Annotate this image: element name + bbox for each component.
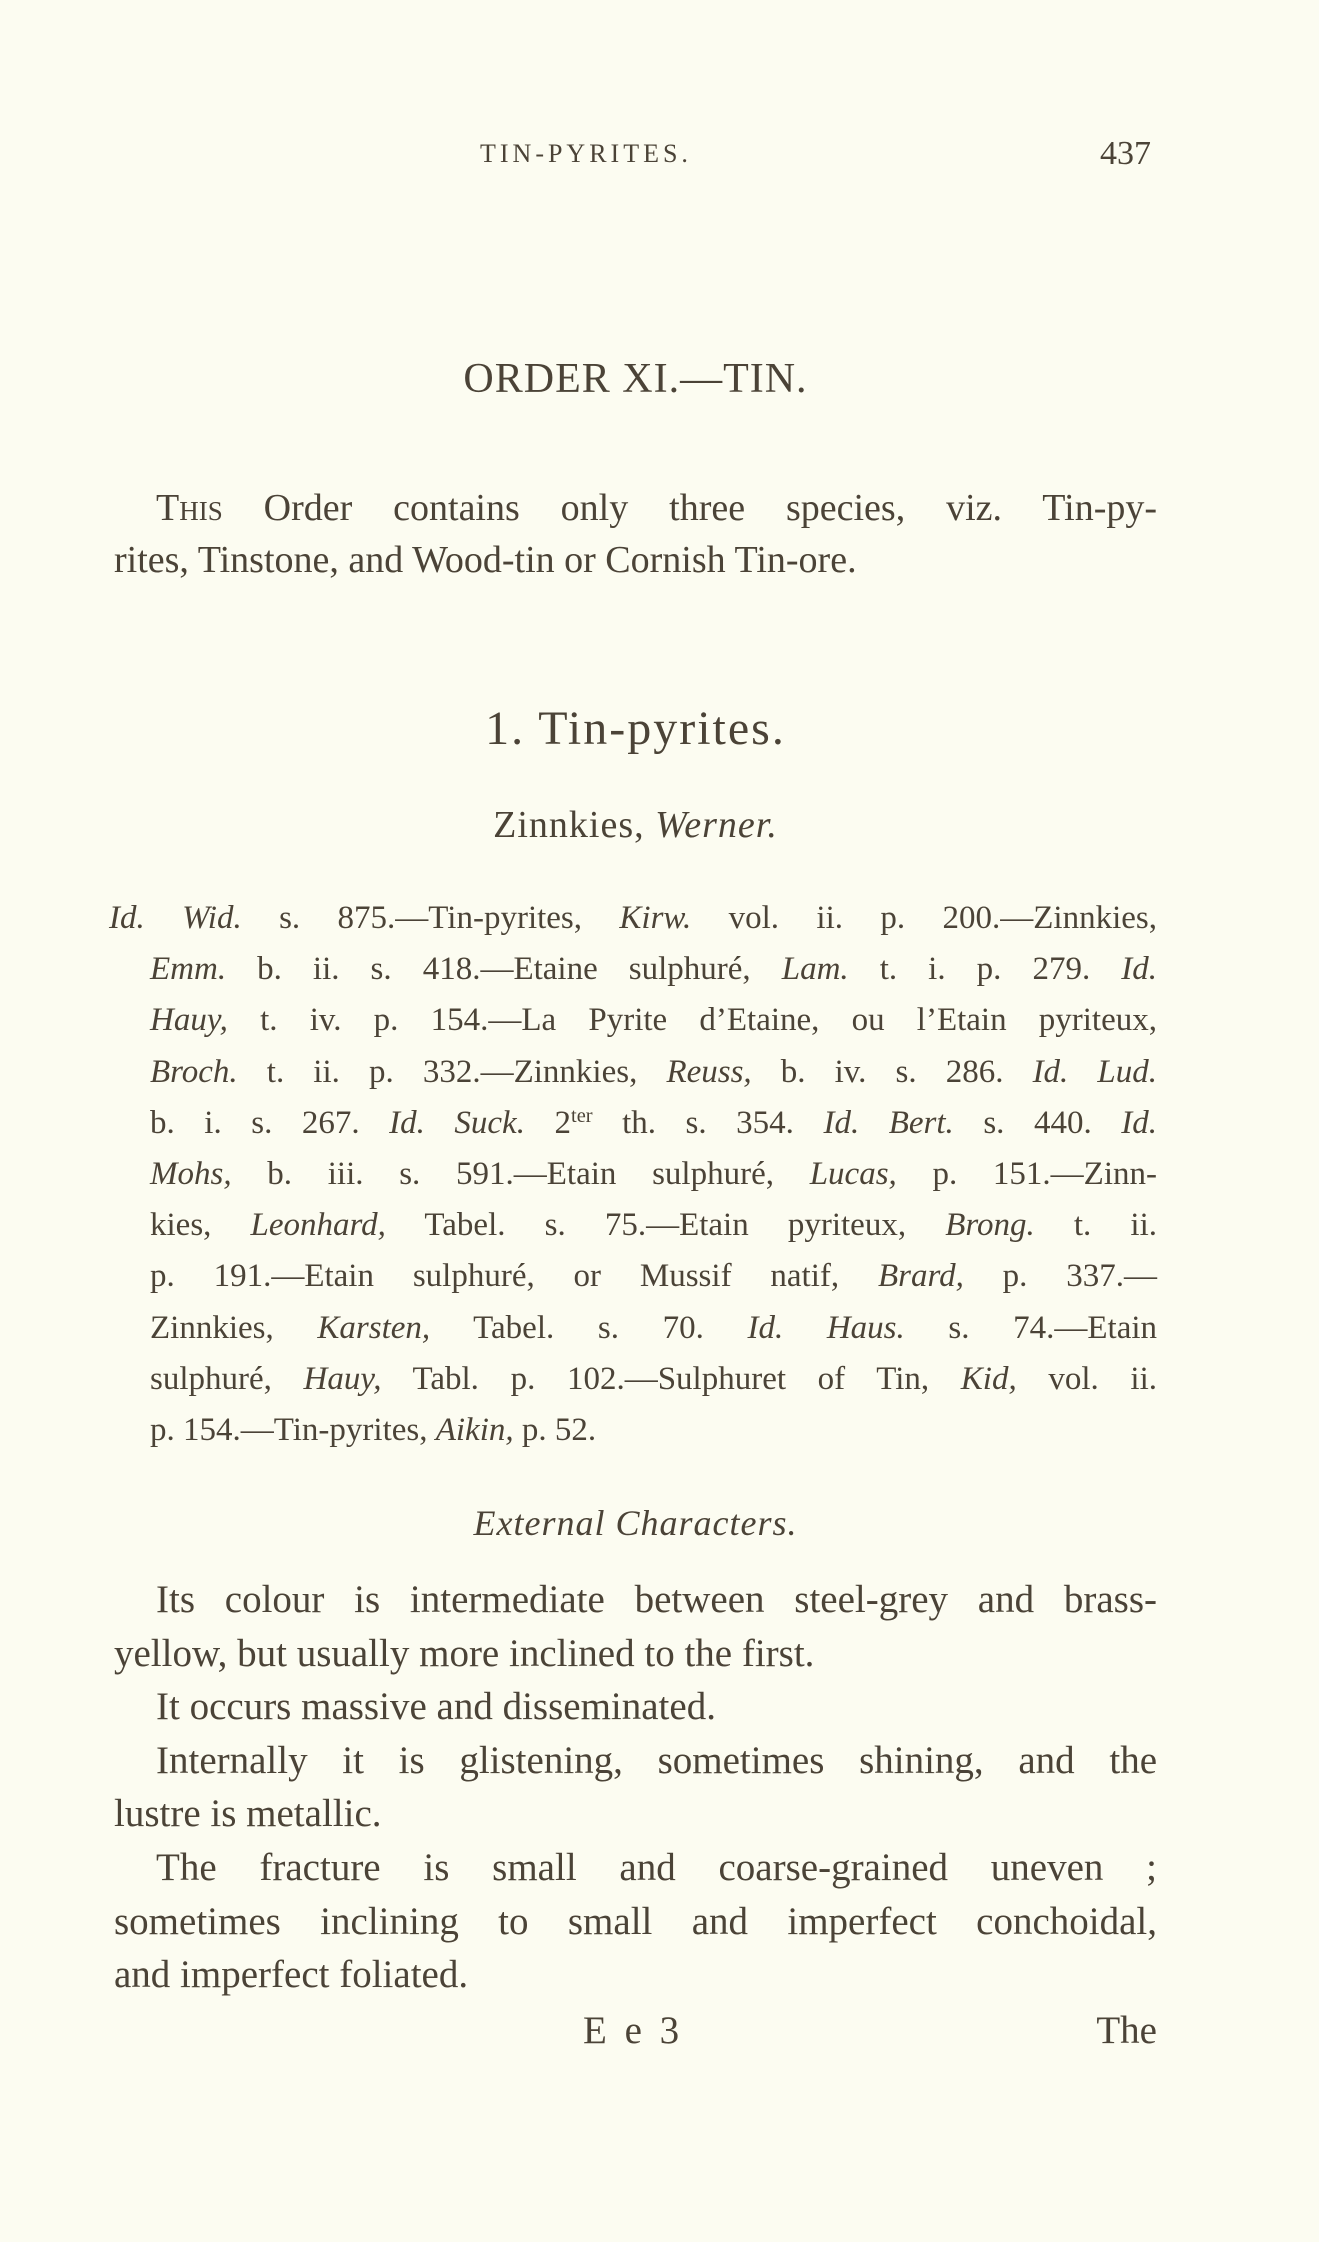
- text-segment: rites, Tinstone, and Wood-tin or Cornish Tin-ore.: [114, 539, 857, 581]
- text-segment: vol. ii.: [1016, 1360, 1157, 1397]
- text-segment: Tabel. s. 70.: [430, 1309, 748, 1346]
- section-heading: External Characters.: [473, 1503, 798, 1543]
- catchword: The: [1096, 2009, 1157, 2052]
- species-synonym: [114, 806, 1157, 844]
- text-line: [114, 534, 1157, 586]
- body-paragraphs: [114, 1573, 1157, 2002]
- text-line: [114, 1734, 1157, 1788]
- text-segment: p. 52.: [513, 1412, 597, 1449]
- text-line: [114, 1841, 1157, 1895]
- italic-text: Id.: [1121, 951, 1157, 988]
- synonym-name: Zinnkies,: [493, 804, 656, 846]
- italic-text: Mohs,: [150, 1156, 232, 1193]
- italic-text: Id. Bert.: [823, 1104, 954, 1141]
- text-line: [109, 893, 1157, 944]
- text-line: [150, 1354, 1157, 1405]
- italic-text: Id. Lud.: [1032, 1053, 1158, 1090]
- text-segment: p. 191.—Etain sulphuré, or Mussif natif,: [150, 1258, 878, 1295]
- text-segment: It occurs massive and disseminated.: [156, 1685, 716, 1729]
- text-segment: b. ii. s. 418.—Etaine sulphuré,: [226, 951, 782, 988]
- italic-text: Id.: [1121, 1104, 1158, 1141]
- text-segment: p. 337.—: [963, 1258, 1157, 1295]
- italic-text: Kirw.: [619, 900, 692, 936]
- intro-paragraph: [114, 482, 1157, 586]
- italic-text: Id. Haus.: [747, 1309, 905, 1346]
- text-segment: s. 440.: [953, 1104, 1122, 1141]
- text-segment: b. iv. s. 286.: [751, 1053, 1033, 1090]
- text-segment: Tabel. s. 75.—Etain pyriteux,: [385, 1207, 946, 1244]
- text-segment: lustre is metallic.: [114, 1792, 382, 1836]
- italic-text: Aikin,: [435, 1412, 514, 1449]
- italic-text: Brard,: [877, 1258, 964, 1295]
- text-segment: sulphuré,: [150, 1360, 304, 1397]
- text-segment: th. s. 354.: [592, 1104, 824, 1141]
- text-line: [150, 995, 1157, 1046]
- text-segment: The fracture is small and coarse-grained uneven ;: [156, 1845, 1157, 1889]
- order-title: ORDER XI.—TIN.: [463, 356, 808, 402]
- text-segment: t. ii. p. 332.—Zinnkies,: [237, 1053, 667, 1090]
- text-segment: s. 875.—Tin-pyrites,: [241, 900, 620, 936]
- text-line: [114, 1895, 1157, 1949]
- text-segment: t. iv. p. 154.—La Pyrite d’Etaine, ou l’Etain pyriteux,: [227, 1002, 1157, 1039]
- text-line: [114, 1948, 1157, 2002]
- italic-text: Kid,: [960, 1360, 1017, 1397]
- text-segment: vol. ii. p. 200.—Zinnkies,: [691, 900, 1157, 936]
- running-title: TIN-PYRITES.: [480, 139, 692, 168]
- text-segment: b. i. s. 267.: [150, 1104, 390, 1141]
- text-line: [150, 1303, 1157, 1354]
- text-segment: yellow, but usually more inclined to the first.: [114, 1631, 815, 1675]
- italic-text: Karsten,: [317, 1309, 431, 1346]
- text-line: [114, 1680, 1157, 1734]
- synonym-author: Werner.: [655, 804, 778, 846]
- text-line: [150, 944, 1157, 995]
- italic-text: Lucas,: [809, 1156, 897, 1193]
- text-line: [150, 1047, 1157, 1098]
- small-caps-text: This: [156, 487, 223, 529]
- italic-text: Leonhard,: [250, 1207, 386, 1244]
- italic-text: Lam.: [781, 951, 849, 988]
- synonymy-paragraph: [109, 893, 1158, 1456]
- italic-text: Brong.: [945, 1207, 1035, 1244]
- superscript-text: ter: [571, 1104, 593, 1127]
- text-line: [150, 1149, 1157, 1200]
- text-segment: t. i. p. 279.: [848, 951, 1122, 988]
- italic-text: Hauy,: [303, 1360, 382, 1397]
- text-segment: p. 154.—Tin-pyrites,: [150, 1412, 436, 1449]
- italic-text: Hauy,: [150, 1002, 228, 1039]
- text-segment: t. ii.: [1034, 1207, 1157, 1244]
- text-segment: s. 74.—Etain: [904, 1309, 1158, 1346]
- italic-text: Broch.: [150, 1053, 238, 1090]
- text-line: [150, 1251, 1157, 1302]
- text-segment: p. 151.—Zinn-: [896, 1156, 1157, 1193]
- text-segment: Zinnkies,: [150, 1309, 318, 1346]
- text-segment: Tabl. p. 102.—Sulphuret of Tin,: [381, 1360, 961, 1397]
- text-line: [150, 1200, 1157, 1251]
- text-segment: and imperfect foliated.: [114, 1953, 469, 1997]
- text-segment: Order contains only three species, viz. Tin-py-: [222, 487, 1157, 529]
- text-line: [150, 1405, 1157, 1456]
- text-line: [150, 1098, 1157, 1149]
- text-line: [114, 482, 1157, 534]
- text-segment: Its colour is intermediate between steel-grey and brass-: [156, 1578, 1157, 1621]
- italic-text: Reuss,: [666, 1053, 752, 1090]
- text-line: [114, 1787, 1157, 1841]
- text-segment: b. iii. s. 591.—Etain sulphuré,: [231, 1156, 810, 1193]
- text-segment: 2: [524, 1104, 572, 1141]
- signature-mark: E e 3: [583, 2009, 684, 2052]
- text-segment: Internally it is glistening, sometimes shining, and the: [156, 1738, 1157, 1782]
- text-line: [114, 1627, 1157, 1681]
- italic-text: Id. Suck.: [389, 1104, 525, 1141]
- page-footer: [114, 2011, 1157, 2056]
- page-number: 437: [1100, 135, 1151, 172]
- italic-text: Id. Wid.: [109, 900, 242, 936]
- species-title: 1. Tin-pyrites.: [485, 702, 786, 755]
- italic-text: Emm.: [150, 951, 227, 988]
- text-segment: sometimes inclining to small and imperfect conchoidal,: [114, 1899, 1157, 1943]
- text-line: [114, 1573, 1157, 1627]
- text-segment: kies,: [150, 1207, 251, 1244]
